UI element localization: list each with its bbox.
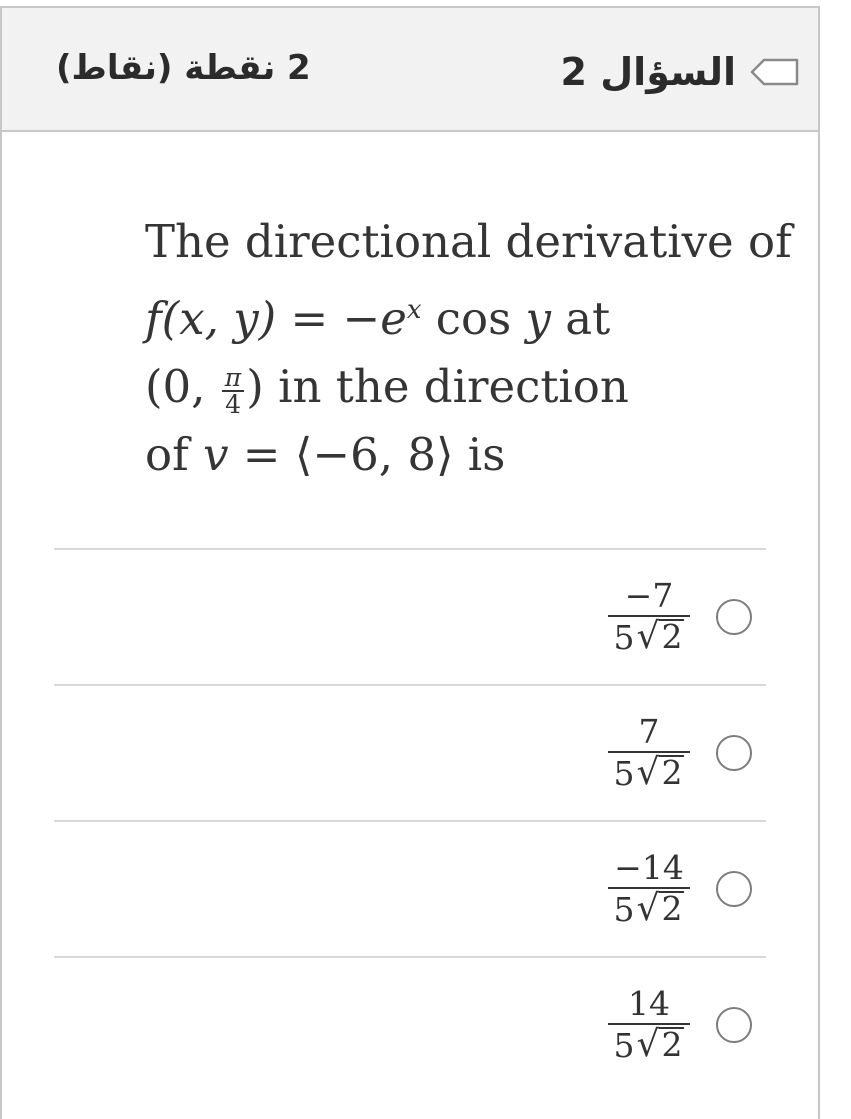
denominator-coefficient: 5 — [613, 890, 635, 929]
answer-option-2[interactable] — [54, 684, 766, 820]
answer-numerator: 7 — [608, 713, 690, 753]
answer-numerator: −7 — [608, 577, 690, 617]
cos-text: cos — [421, 292, 526, 345]
sqrt-argument: 2 — [661, 1025, 683, 1064]
answer-denominator — [614, 617, 685, 657]
answer-option-3[interactable] — [54, 820, 766, 956]
answer-fraction — [608, 577, 690, 657]
question-number-label: السؤال 2 — [560, 50, 736, 94]
point-close: ) in the direction — [246, 360, 629, 413]
sqrt-icon: √ — [636, 1024, 660, 1065]
function-expression: f(x, y) = −e — [145, 292, 407, 345]
answer-denominator — [614, 1025, 685, 1065]
point-fraction-denominator: 4 — [225, 389, 241, 419]
points-label: 2 نقطة (نقاط) — [56, 48, 311, 88]
answer-denominator — [614, 753, 685, 793]
question-header — [2, 8, 818, 132]
vector-v: v — [203, 428, 229, 481]
answer-numerator: 14 — [608, 985, 690, 1025]
answer-option-4[interactable] — [54, 956, 766, 1092]
answer-denominator — [614, 889, 685, 929]
question-line-1: The directional derivative of — [145, 215, 792, 268]
sqrt-argument: 2 — [661, 617, 683, 656]
question-line-3 — [145, 353, 785, 421]
exponent: x — [406, 295, 422, 325]
sqrt-argument: 2 — [661, 753, 683, 792]
sqrt-icon: √ — [636, 752, 660, 793]
question-line-4 — [145, 421, 785, 489]
denominator-coefficient: 5 — [613, 754, 635, 793]
radio-button[interactable] — [716, 599, 752, 635]
answer-fraction — [608, 985, 690, 1065]
radio-button[interactable] — [716, 871, 752, 907]
question-line-2 — [145, 276, 785, 353]
point-fraction — [222, 362, 244, 419]
point-fraction-numerator: π — [222, 365, 244, 392]
at-text: at — [550, 292, 611, 345]
answer-fraction — [608, 849, 690, 929]
flag-question-icon[interactable] — [750, 57, 800, 87]
sqrt-argument: 2 — [661, 889, 683, 928]
denominator-coefficient: 5 — [613, 618, 635, 657]
answer-options — [54, 548, 766, 1092]
of-text: of — [145, 428, 204, 481]
answer-numerator: −14 — [608, 849, 690, 889]
question-title — [561, 44, 800, 100]
variable-y: y — [525, 292, 551, 345]
sqrt-icon: √ — [636, 616, 660, 657]
answer-fraction — [608, 713, 690, 793]
answer-option-1[interactable] — [54, 548, 766, 684]
denominator-coefficient: 5 — [613, 1026, 635, 1065]
radio-button[interactable] — [716, 735, 752, 771]
vector-expression: = ⟨−6, 8⟩ is — [228, 428, 506, 481]
question-text — [145, 208, 792, 489]
radio-button[interactable] — [716, 1007, 752, 1043]
point-open: (0, — [145, 360, 220, 413]
sqrt-icon: √ — [636, 888, 660, 929]
